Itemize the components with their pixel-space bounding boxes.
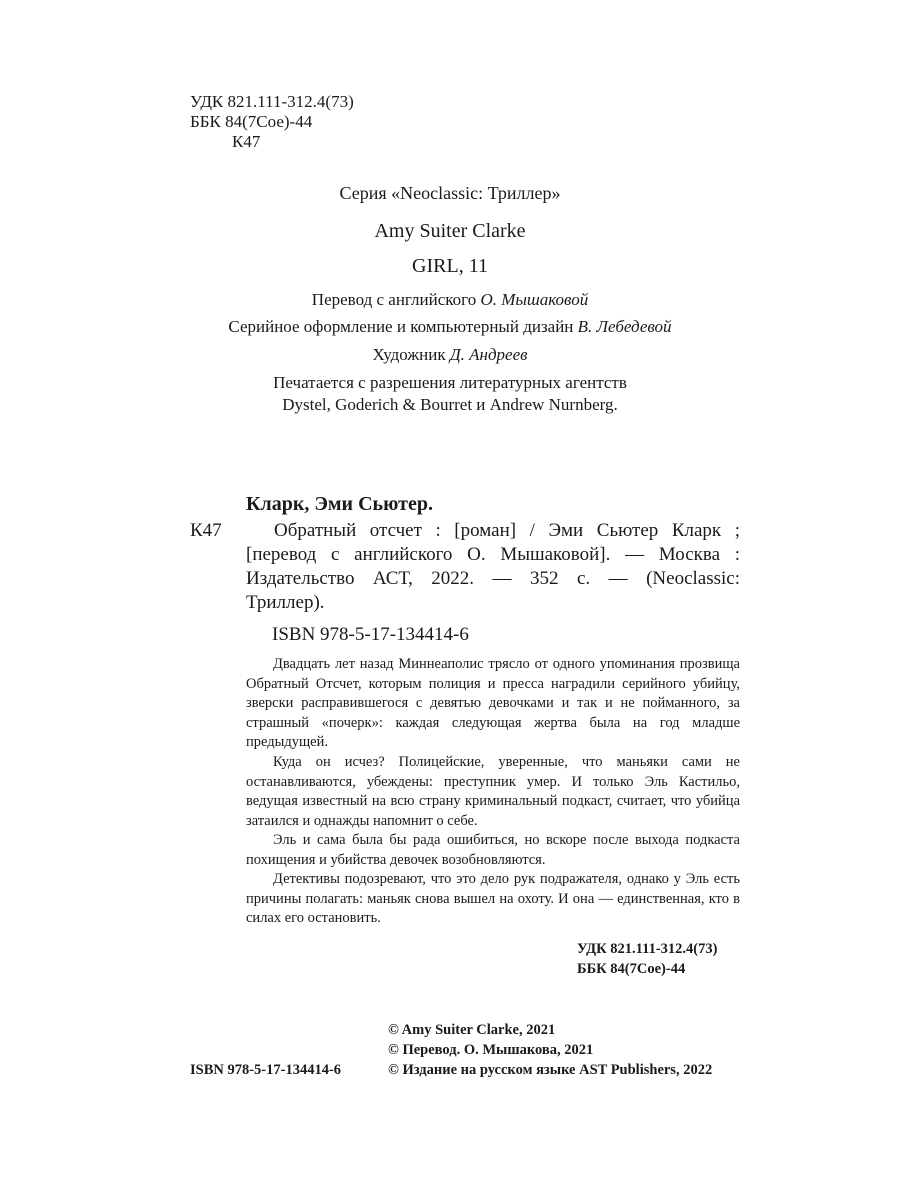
- copyright-line-3: © Издание на русском языке AST Publishers, 2022: [388, 1062, 713, 1078]
- author-mark-top: К47: [232, 132, 261, 151]
- design-prefix: Серийное оформление и компьютерный дизайн: [228, 317, 574, 336]
- catalog-desc-line-4: Триллер).: [246, 592, 325, 613]
- isbn-bottom: ISBN 978-5-17-134414-6: [190, 1062, 342, 1078]
- translation-credit: [0, 290, 900, 310]
- design-credit: [0, 317, 900, 337]
- udk-code-top: УДК 821.111-312.4(73): [190, 92, 354, 111]
- annotation-paragraph-3: Эль и сама была бы рада ошибиться, но вскоре после выхода подкаста похищения и убийства девочек возобновляются.: [246, 832, 740, 868]
- original-author: Amy Suiter Clarke: [374, 220, 526, 242]
- catalog-isbn: ISBN 978-5-17-134414-6: [272, 624, 469, 645]
- designer-name: В. Лебедевой: [577, 317, 672, 336]
- translation-prefix: Перевод с английского: [311, 290, 477, 309]
- annotation-paragraph-2: Куда он исчез? Полицейские, уверенные, что маньяки сами не останавливаются, убеждены: преступник умер. И только Эль Кастильо, ведущая известный на всю страну криминальный подкаст, считает, что убийца затаился и однажды напомнит о себе.: [246, 754, 740, 829]
- catalog-mark: К47: [190, 520, 222, 541]
- artist-prefix: Художник: [372, 345, 446, 364]
- original-title: GIRL, 11: [412, 255, 488, 277]
- permission-line-2: Dystel, Goderich & Bourret и Andrew Nurnberg.: [282, 395, 618, 414]
- bbk-code-top: ББК 84(7Сое)-44: [190, 112, 313, 131]
- catalog-heading: Кларк, Эми Сьютер.: [246, 493, 433, 515]
- series-line: Серия «Neoclassic: Триллер»: [339, 183, 561, 203]
- catalog-desc-line-1: Обратный отсчет : [роман] / Эми Сьютер Кларк ;: [274, 520, 740, 541]
- copyright-line-1: © Amy Suiter Clarke, 2021: [388, 1022, 556, 1038]
- bbk-code-bottom: ББК 84(7Сое)-44: [577, 961, 686, 977]
- catalog-desc-line-2: [перевод с английского О. Мышаковой]. — Москва :: [246, 544, 740, 565]
- artist-credit: [0, 345, 900, 365]
- annotation-paragraph-1: Двадцать лет назад Миннеаполис трясло от одного упоминания прозвища Обратный Отсчет, которым полиция и пресса наградили серийного убийцу, зверски расправившегося с девятью девочками и так и не пойманного, за страшный «почерк»: каждая следующая жертва была на год младше предыдущей.: [246, 656, 740, 751]
- catalog-desc-line-3: Издательство АСТ, 2022. — 352 с. — (Neoclassic:: [246, 568, 740, 589]
- udk-code-bottom: УДК 821.111-312.4(73): [577, 941, 718, 957]
- artist-name: Д. Андреев: [449, 345, 528, 364]
- copyright-line-2: © Перевод. О. Мышакова, 2021: [388, 1042, 594, 1058]
- permission-line-1: Печатается с разрешения литературных агентств: [273, 373, 627, 392]
- annotation-paragraph-4: Детективы подозревают, что это дело рук подражателя, однако у Эль есть причины полагать: маньяк снова вышел на охоту. И она — единственная, кто в силах его остановить.: [246, 871, 740, 927]
- translator-name: О. Мышаковой: [480, 290, 589, 309]
